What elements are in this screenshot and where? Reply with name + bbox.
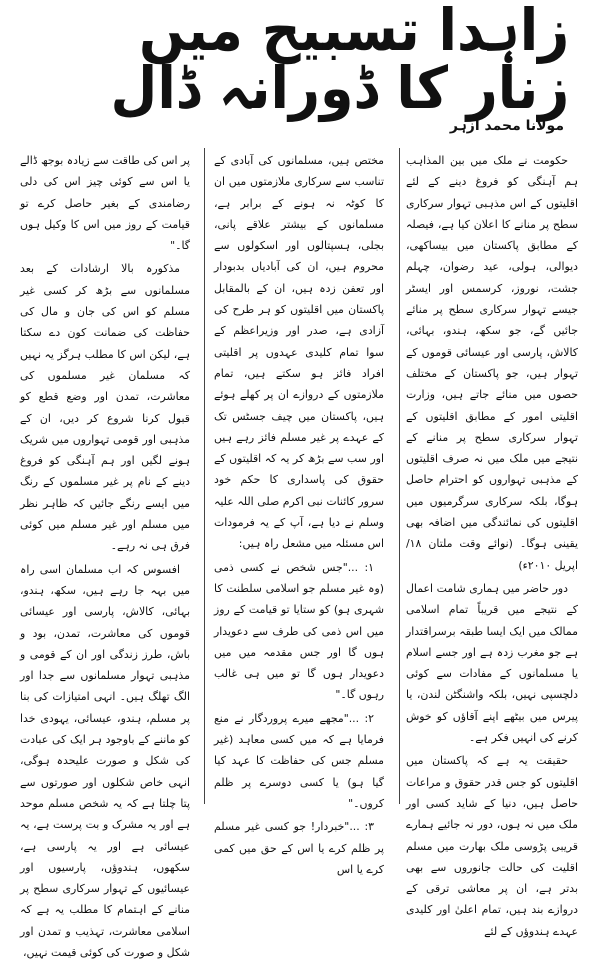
paragraph: ۱: ..."جس شخص نے کسی ذمی (وہ غیر مسلم جو اسلامی سلطنت کا شہری ہو) کو ستایا تو قیامت کے روز میں اس ذمی کی طرف سے دعویدار ہوں گا اور جس مقدمہ میں میں دعویدار ہوں گا تو میں ہی غالب رہوں گا۔" <box>214 560 384 702</box>
article-column-3 <box>20 150 190 959</box>
paragraph: مذکورہ بالا ارشادات کے بعد مسلمانوں سے بڑھ کر کسی غیر مسلم کو اس کی جان و مال کی حفاظت کی ضمانت کون دے سکتا ہے، لیکن اس کا مطلب ہرگز یہ نہیں کہ مسلمان غیر مسلموں کی معاشرت، تمدن اور وضع قطع کو قبول کرنا شروع کر دیں، ان کے مذہبی اور قومی تہواروں میں شریک ہونے لگیں اور ہم آہنگی کو فروغ دینے کے نام پر غیر مسلموں کے رنگ میں ایسے رنگے جائیں کہ ظاہر نظر میں مسلم اور غیر مسلم میں کوئی فرق ہی نہ رہے۔ <box>20 262 190 553</box>
paragraph: ۳: ..."خبردار! جو کسی غیر مسلم پر ظلم کرے یا اس کے حق میں کمی کرے یا اس <box>214 820 384 876</box>
column-divider <box>399 148 400 804</box>
article-column-1 <box>406 150 578 938</box>
author-byline: مولانا محمد ازہر <box>449 118 564 134</box>
article-headline: زاہدا تسبیح میں زنار کا ڈورانہ ڈال <box>110 0 570 122</box>
paragraph: پر اس کی طاقت سے زیادہ بوجھ ڈالے یا اس سے کوئی چیز اس کی دلی رضامندی کے بغیر حاصل کرے تو قیامت کے روز میں اس کا وکیل ہوں گا۔" <box>20 154 190 253</box>
paragraph: افسوس کہ اب مسلمان اسی راہ میں بہہ جا رہے ہیں، سکھ، ہندو، بہائی، کالاش، پارسی اور عیسائی قوموں کی معاشرت، تمدن، بود و باش، طرز زندگی اور ان کے قومی و مذہبی تہوار مسلمانوں سے جدا اور الگ تھلگ ہیں۔ انہی امتیازات کی بنا پر مسلم، ہندو، عیسائی، یہودی خدا کو ماننے کے باوجود ہر ایک کی عبادت کی شکل و صورت علیحدہ ہوگی، انہی خاص شکلوں اور صورتوں سے پتا چلتا ہے کہ یہ شخص مسلم موحد ہے اور یہ مشرک و بت پرست ہے، یہ عیسائی ہے اور یہ پارسی ہے، سکھوں، ہندوؤں، پارسیوں اور عیسائیوں کے تہوار سرکاری سطح پر منانے کے اہتمام کا مطلب یہ ہے کہ اسلامی معاشرت، تہذیب و تمدن اور شکل و صورت کی کوئی قیمت نہیں، <box>20 562 190 959</box>
paragraph: مختص ہیں، مسلمانوں کی آبادی کے تناسب سے سرکاری ملازمتوں میں ان کا کوٹہ نہ ہونے کے برابر ہے، مسلمانوں کے بیشتر علاقے پانی، بجلی، ہسپتالوں اور اسکولوں سے محروم ہیں، ان کی آبادیاں بدبودار اور تعفن زدہ ہیں، ان کے بالمقابل پاکستان میں اقلیتوں کو ہر طرح کی آزادی ہے، صدر اور وزیراعظم کے سوا تمام کلیدی عہدوں پر اقلیتی افراد فائز ہو سکتے ہیں، تمام ملازمتوں کے دروازے ان پر کھلے ہوئے ہیں، پاکستان میں چیف جسٹس تک کے عہدے پر غیر مسلم فائز رہے ہیں اور سب سے بڑھ کر یہ کہ اقلیتوں کے حقوق کی پاسداری کا حکم خود سرور کائنات نبی اکرم صلی اللہ علیہ وسلم نے دیا ہے، آپ کے یہ فرمودات اس مسئلہ میں مشعل راہ ہیں: <box>214 154 384 551</box>
column-divider <box>204 148 205 804</box>
paragraph: ۲: ..."مجھے میرے پروردگار نے منع فرمایا ہے کہ میں کسی معاہد (غیر مسلم جس کی حفاظت کا عہد کیا گیا ہو) یا کسی دوسرے پر ظلم کروں۔" <box>214 711 384 810</box>
paragraph: حقیقت یہ ہے کہ پاکستان میں اقلیتوں کو جس قدر حقوق و مراعات حاصل ہیں، دنیا کے شاید کسی اور ملک میں نہ ہوں، دور نہ جائیے ہمارے قریبی پڑوسی ملک بھارت میں مسلم اقلیت کی حالت جانوروں سے بھی بدتر ہے، ان پر معاشی ترقی کے دروازے بند ہیں، تمام اعلیٰ اور کلیدی عہدے ہندوؤں کے لئے <box>406 754 578 938</box>
paragraph: حکومت نے ملک میں بین المذاہب ہم آہنگی کو فروغ دینے کے لئے اقلیتوں کے اس مذہبی تہوار سرکاری سطح پر منانے کا اعلان کیا ہے، فیصلہ کے مطابق پاکستان میں بیساکھی، دیوالی، ہولی، عید رضوان، چہلم جشت، نوروز، کرسمس اور ایسٹر جیسے تہوار سرکاری سطح پر منائے جائیں گے، جو سکھ، ہندو، بہائی، کالاش، پارسی اور عیسائی قوموں کے تہوار ہیں، جو پاکستان کے مختلف حصوں میں منائے جاتے ہیں، وزارت اقلیتی امور کے مطابق اقلیتوں کے تہوار سرکاری سطح پر منانے کے نتیجے میں ملک میں نہ صرف اقلیتوں کے مذہبی تہواروں کو احترام حاصل ہوگا، بلکہ سرکاری سرگرمیوں میں اقلیتوں کی نمائندگی میں اضافہ بھی یقینی ہوگا۔ (نوائے وقت ملتان ۱۸/اپریل ۲۰۱۰ء) <box>406 154 578 572</box>
paragraph: دور حاضر میں ہماری شامت اعمال کے نتیجے میں قریباً تمام اسلامی ممالک میں ایک ایسا طبقہ برسراقتدار ہے جو مغرب زدہ ہے اور جسے اسلام یا مسلمانوں کے مفادات سے کوئی دلچسپی نہیں، بلکہ واشنگٹن لندن، یا پیرس میں بیٹھے اپنے آقاؤں کو خوش کرنے کی انہیں فکر ہے۔ <box>406 581 578 745</box>
article-column-2 <box>214 150 384 876</box>
